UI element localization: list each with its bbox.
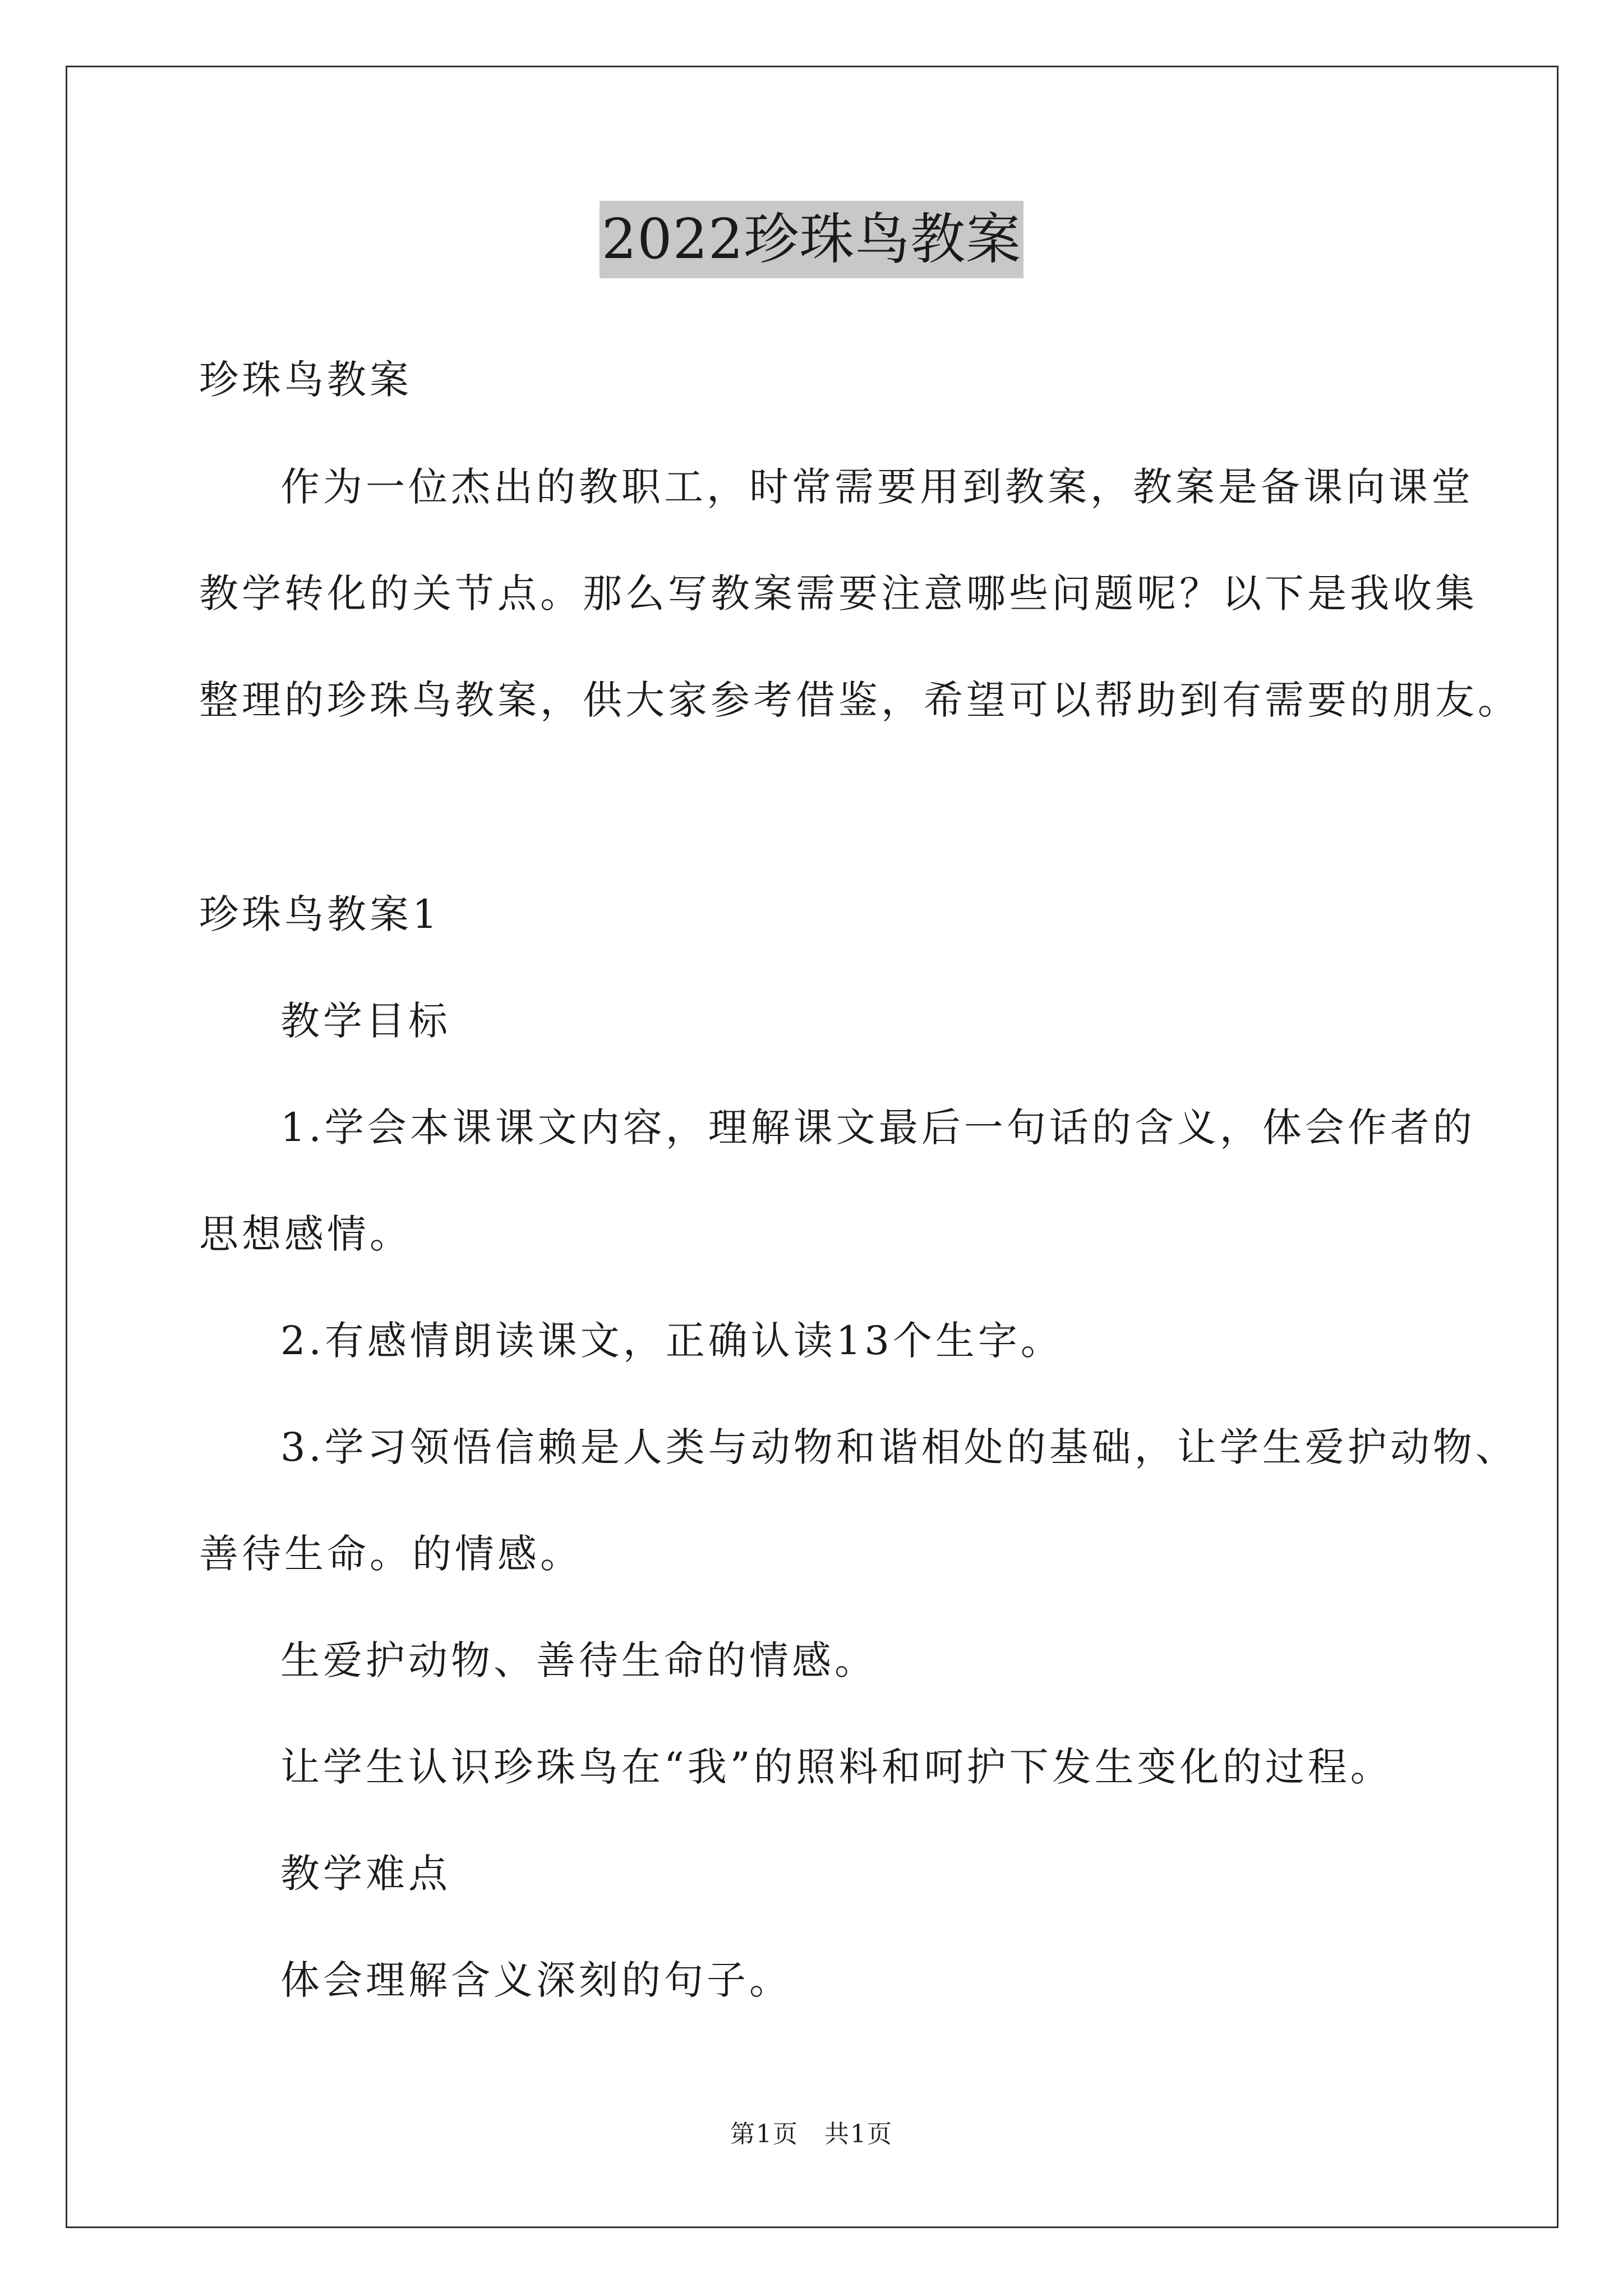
objective-2: 2.有感情朗读课文，正确认读13个生字。 — [280, 1318, 1063, 1364]
document-subtitle: 珍珠鸟教案 — [199, 357, 412, 403]
intro-line-1: 作为一位杰出的教职工，时常需要用到教案，教案是备课向课堂 — [280, 464, 1474, 510]
title-container — [0, 201, 1623, 278]
objective-1-line-2: 思想感情。 — [199, 1211, 412, 1257]
intro-line-3: 整理的珍珠鸟教案，供大家参考借鉴，希望可以帮助到有需要的朋友。 — [199, 677, 1520, 723]
document-title: 2022珍珠鸟教案 — [600, 201, 1023, 278]
intro-line-2: 教学转化的关节点。那么写教案需要注意哪些问题呢？以下是我收集 — [199, 570, 1478, 616]
emotion-line: 生爱护动物、善待生命的情感。 — [280, 1637, 877, 1683]
page-number: 第1页 共1页 — [730, 2120, 893, 2148]
objective-3-line-2: 善待生命。的情感。 — [199, 1531, 583, 1577]
objectives-heading: 教学目标 — [280, 998, 451, 1044]
objective-3-line-1: 3.学习领悟信赖是人类与动物和谐相处的基础，让学生爱护动物、 — [280, 1424, 1518, 1470]
difficulty-text: 体会理解含义深刻的句子。 — [280, 1957, 792, 2003]
objective-1-line-1: 1.学会本课课文内容，理解课文最后一句话的含义，体会作者的 — [280, 1105, 1476, 1151]
section-heading: 珍珠鸟教案1 — [199, 891, 441, 937]
difficulty-heading: 教学难点 — [280, 1851, 451, 1897]
process-line: 让学生认识珍珠鸟在“我”的照料和呵护下发生变化的过程。 — [280, 1744, 1393, 1790]
